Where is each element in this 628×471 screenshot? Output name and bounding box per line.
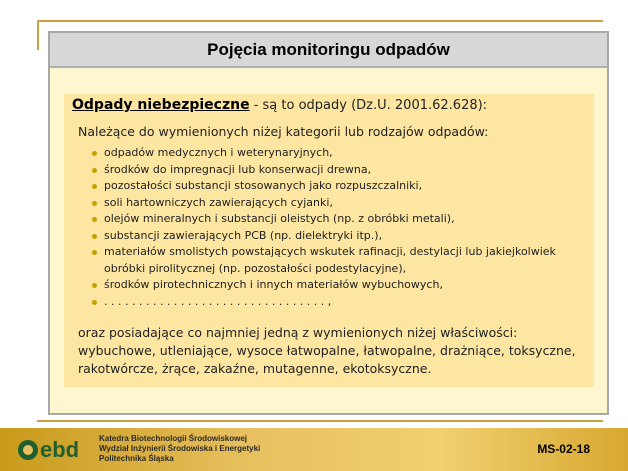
bullet-icon <box>92 184 97 189</box>
list-item: odpadów medycznych i weterynaryjnych, <box>92 145 592 162</box>
bullet-icon <box>92 151 97 156</box>
bullet-icon <box>92 234 97 239</box>
content-box <box>64 94 594 387</box>
definition-term: Odpady niebezpieczne <box>72 97 250 113</box>
bullet-icon <box>92 300 97 305</box>
footer-bar <box>0 428 628 471</box>
slide-title: Pojęcia monitoringu odpadów <box>207 39 450 59</box>
bullet-icon <box>92 250 97 255</box>
list-item: materiałów smolistych powstających wskutek rafinacji, destylacji lub jakiejkolwiek obróbki pirolitycznej (np. pozostałości podestylacyjne), <box>92 244 592 277</box>
bullet-icon <box>92 217 97 222</box>
definition-source: - są to odpady (Dz.U. 2001.62.628): <box>249 98 488 113</box>
list-item: substancji zawierających PCB (np. dielektryki itp.), <box>92 228 592 245</box>
list-item: środków do impregnacji lub konserwacji drewna, <box>92 162 592 179</box>
decorative-top-line <box>37 20 603 22</box>
bullet-icon <box>92 283 97 288</box>
list-item: olejów mineralnych i substancji oleistych (np. z obróbki metali), <box>92 211 592 228</box>
slide-frame <box>48 31 609 415</box>
list-item: pozostałości substancji stosowanych jako rozpuszczalniki, <box>92 178 592 195</box>
definition-heading <box>72 97 487 113</box>
ebd-logo <box>18 437 79 463</box>
decorative-bottom-line <box>37 420 603 422</box>
properties-text: oraz posiadające co najmniej jedną z wymienionych niżej właściwości: wybuchowe, utleniające, wysoce łatwopalne, łatwopalne, drażniące, toksyczne, rakotwórcze, żrące, zakaźne, mutagenne, ekotoksyczne. <box>78 325 576 376</box>
list-item: soli hartowniczych zawierających cyjanki, <box>92 195 592 212</box>
bullet-icon <box>92 201 97 206</box>
department-line: Katedra Biotechnologii Środowiskowej <box>99 434 248 443</box>
university-line: Politechnika Śląska <box>99 454 174 463</box>
logo-text: ebd <box>40 437 80 462</box>
logo-icon <box>18 440 38 460</box>
category-list <box>92 145 592 310</box>
slide-code: MS-02-18 <box>537 442 590 456</box>
decorative-left-line <box>37 20 39 50</box>
list-item: . . . . . . . . . . . . . . . . . . . . . . . . . . . . . . . . , <box>92 294 592 311</box>
bullet-icon <box>92 168 97 173</box>
list-item: środków pirotechnicznych i innych materiałów wybuchowych, <box>92 277 592 294</box>
title-bar <box>50 33 607 68</box>
institution-text <box>99 434 260 464</box>
intro-text: Należące do wymienionych niżej kategorii lub rodzajów odpadów: <box>78 124 489 139</box>
faculty-line: Wydział Inżynierii Środowiska i Energetyki <box>99 444 261 453</box>
